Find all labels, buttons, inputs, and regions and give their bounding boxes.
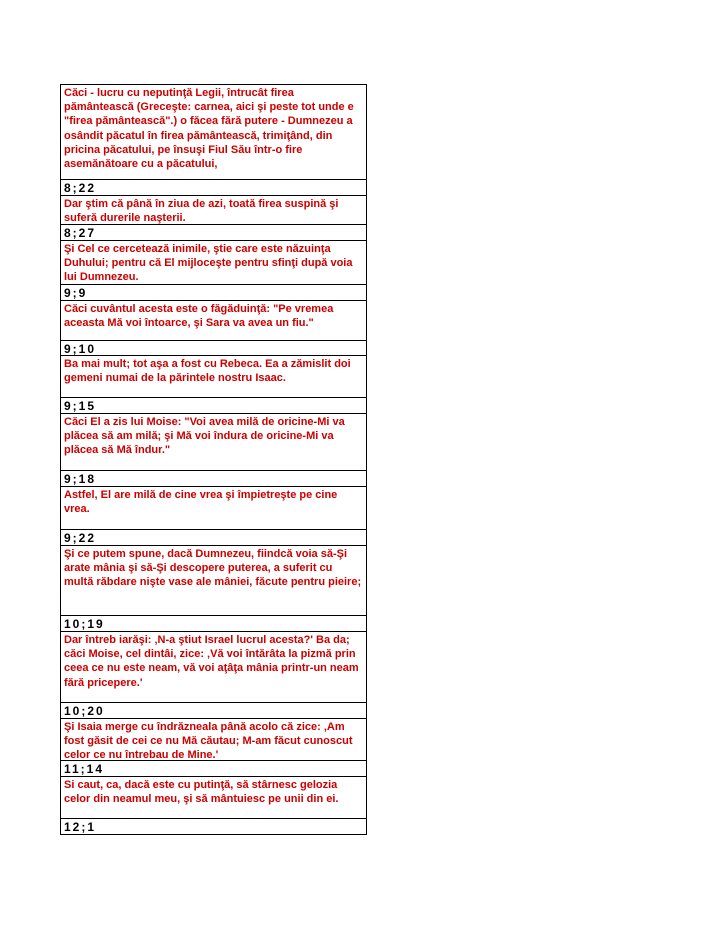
verse-text: Astfel, El are milă de cine vrea şi împietreşte pe cine vrea. (61, 487, 366, 530)
verse-reference: 9;10 (61, 341, 366, 356)
verse-reference: 8;22 (61, 180, 366, 196)
verse-text: Ba mai mult; tot aşa a fost cu Rebeca. Ea a zămislit doi gemeni numai de la părintele nostru Isaac. (61, 356, 366, 398)
verse-reference: 10;20 (61, 703, 366, 719)
verse-reference: 9;15 (61, 398, 366, 414)
verse-text: Dar ştim că până în ziua de azi, toată firea suspină şi suferă durerile naşterii. (61, 196, 366, 225)
verse-reference: 9;18 (61, 471, 366, 487)
verse-table (60, 84, 367, 835)
verse-text: Dar întreb iarăşi: ‚N-a ştiut Israel lucrul acesta?' Ba da; căci Moise, cel dintâi, zice: ‚Vă voi întărâta la pizmă prin ceea ce nu este neam, vă voi aţâţa mânia printr-un neam fără pricepere.' (61, 632, 366, 703)
verse-reference: 9;9 (61, 285, 366, 301)
verse-text: Căci cuvântul acesta este o făgăduinţă: "Pe vremea aceasta Mă voi întoarce, şi Sara va avea un fiu." (61, 301, 366, 341)
verse-reference: 12;1 (61, 819, 366, 835)
verse-reference: 10;19 (61, 616, 366, 632)
verse-text: Căci - lucru cu neputinţă Legii, întrucât firea pământească (Greceşte: carnea, aici şi peste tot unde e "firea pământească".) o făcea fără putere - Dumnezeu a osândit păcatul în firea pământească, trimiţând, din pricina păcatului, pe însuşi Fiul Său într-o fire asemănătoare cu a păcatului, (61, 85, 366, 180)
verse-text: Si caut, ca, dacă este cu putinţă, să stârnesc gelozia celor din neamul meu, şi să mântuiesc pe unii din ei. (61, 777, 366, 819)
verse-text: Şi ce putem spune, dacă Dumnezeu, fiindcă voia să-Şi arate mânia şi să-Şi descopere puterea, a suferit cu multă răbdare nişte vase ale mâniei, făcute pentru pieire; (61, 546, 366, 616)
verse-text: Şi Cel ce cercetează inimile, ştie care este năzuinţa Duhului; pentru că El mijloceşte pentru sfinţi după voia lui Dumnezeu. (61, 241, 366, 285)
verse-text: Şi Isaia merge cu îndrăzneala până acolo că zice: ‚Am fost găsit de cei ce nu Mă căutau; M-am făcut cunoscut celor ce nu întrebau de Mine.' (61, 719, 366, 761)
verse-reference: 11;14 (61, 761, 366, 777)
verse-reference: 9;22 (61, 530, 366, 546)
verse-reference: 8;27 (61, 225, 366, 241)
verse-text: Căci El a zis lui Moise: "Voi avea milă de oricine-Mi va plăcea să am milă; şi Mă voi îndura de oricine-Mi va plăcea să Mă îndur." (61, 414, 366, 471)
